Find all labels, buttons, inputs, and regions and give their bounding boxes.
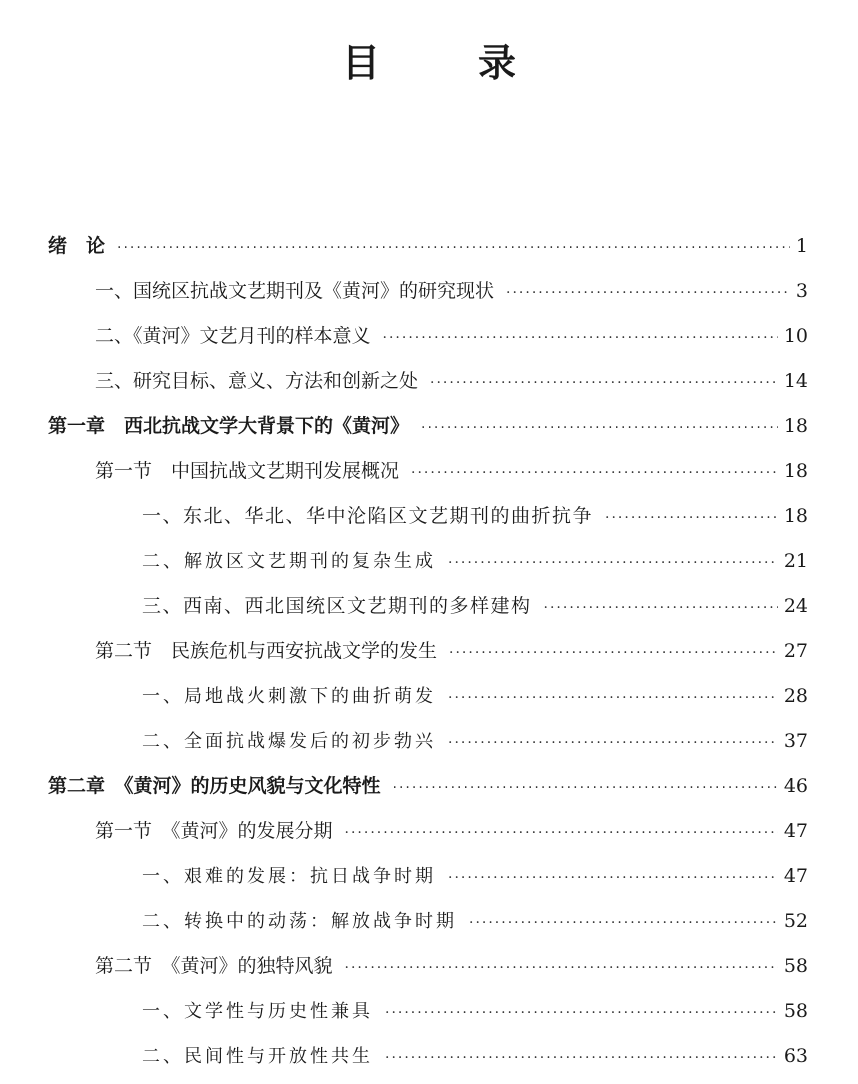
toc-leader-dots	[448, 541, 778, 586]
toc-entry-page-number: 47	[783, 820, 808, 842]
toc-leader-dots	[385, 1036, 778, 1081]
toc-entry-page-number: 21	[783, 550, 808, 572]
toc-leader-dots	[544, 586, 778, 631]
toc-entry-page-number: 28	[783, 685, 808, 707]
toc-entry-title: 二、全面抗战爆发后的初步勃兴	[142, 731, 436, 752]
toc-entry-page-number: 18	[783, 505, 808, 527]
toc-entry[interactable]	[0, 899, 858, 944]
toc-leader-dots	[117, 226, 790, 271]
toc-entry-page-number: 18	[783, 415, 808, 437]
toc-entry-page-number: 46	[783, 775, 808, 797]
toc-leader-dots	[469, 901, 778, 946]
toc-entry-title: 一、文学性与历史性兼具	[142, 1001, 373, 1022]
toc-entry-title: 三、西南、西北国统区文艺期刊的多样建构	[142, 595, 532, 617]
toc-leader-dots	[449, 631, 778, 676]
toc-entry-title: 二、《黄河》文艺月刊的样本意义	[95, 325, 371, 347]
toc-entry[interactable]	[0, 629, 858, 674]
toc-leader-dots	[430, 361, 778, 406]
toc-entry-title: 第一节 《黄河》的发展分期	[95, 820, 333, 842]
toc-entry-page-number: 27	[783, 640, 808, 662]
toc-entry-page-number: 14	[783, 370, 808, 392]
toc-entry-title: 三、研究目标、意义、方法和创新之处	[95, 370, 419, 392]
toc-entry[interactable]	[0, 269, 858, 314]
toc-entry-page-number: 24	[783, 595, 808, 617]
toc-entry-page-number: 3	[795, 280, 808, 302]
toc-entry-title: 二、民间性与开放性共生	[142, 1046, 373, 1067]
toc-entry-title: 第二章 《黄河》的历史风貌与文化特性	[48, 775, 381, 797]
toc-entry[interactable]	[0, 404, 858, 449]
toc-leader-dots	[411, 451, 778, 496]
toc-entry[interactable]	[0, 584, 858, 629]
toc-entry-title: 二、转换中的动荡：解放战争时期	[142, 911, 457, 932]
toc-entry-title: 第二节 民族危机与西安抗战文学的发生	[95, 640, 438, 662]
toc-entry-page-number: 47	[783, 865, 808, 887]
toc-entry-page-number: 1	[795, 235, 808, 257]
toc-entry-page-number: 52	[783, 910, 808, 932]
toc-entry[interactable]	[0, 989, 858, 1034]
toc-entry-page-number: 58	[783, 1000, 808, 1022]
table-of-contents	[0, 224, 858, 1079]
toc-leader-dots	[393, 766, 778, 811]
toc-leader-dots	[448, 676, 778, 721]
toc-entry[interactable]	[0, 449, 858, 494]
toc-leader-dots	[448, 721, 778, 766]
toc-leader-dots	[506, 271, 790, 316]
toc-entry[interactable]	[0, 359, 858, 404]
toc-entry-title: 一、局地战火刺激下的曲折萌发	[142, 686, 436, 707]
toc-entry-title: 第一节 中国抗战文艺期刊发展概况	[95, 460, 400, 482]
toc-entry[interactable]	[0, 314, 858, 359]
toc-leader-dots	[605, 496, 778, 541]
toc-leader-dots	[448, 856, 778, 901]
toc-leader-dots	[345, 946, 778, 991]
toc-entry-title: 一、艰难的发展：抗日战争时期	[142, 866, 436, 887]
toc-leader-dots	[421, 406, 778, 451]
toc-entry-title: 第二节 《黄河》的独特风貌	[95, 955, 333, 977]
toc-entry-page-number: 10	[783, 325, 808, 347]
toc-entry[interactable]	[0, 539, 858, 584]
toc-entry[interactable]	[0, 764, 858, 809]
toc-entry-title: 一、东北、华北、华中沦陷区文艺期刊的曲折抗争	[142, 505, 594, 527]
toc-leader-dots	[383, 316, 778, 361]
toc-entry[interactable]	[0, 674, 858, 719]
toc-entry[interactable]	[0, 1034, 858, 1079]
toc-entry-title: 二、解放区文艺期刊的复杂生成	[142, 551, 436, 572]
toc-entry-title: 第一章 西北抗战文学大背景下的《黄河》	[48, 415, 410, 437]
toc-leader-dots	[345, 811, 778, 856]
toc-entry-title: 一、国统区抗战文艺期刊及《黄河》的研究现状	[95, 280, 495, 302]
toc-leader-dots	[385, 991, 778, 1036]
toc-entry[interactable]	[0, 224, 858, 269]
page-title: 目 录	[341, 41, 546, 85]
toc-entry[interactable]	[0, 719, 858, 764]
toc-entry-page-number: 18	[783, 460, 808, 482]
toc-entry-page-number: 58	[783, 955, 808, 977]
toc-entry[interactable]	[0, 494, 858, 539]
toc-entry-title: 绪 论	[48, 235, 106, 257]
toc-entry[interactable]	[0, 854, 858, 899]
toc-entry-page-number: 63	[783, 1045, 808, 1067]
toc-entry[interactable]	[0, 944, 858, 989]
toc-entry[interactable]	[0, 809, 858, 854]
toc-entry-page-number: 37	[783, 730, 808, 752]
